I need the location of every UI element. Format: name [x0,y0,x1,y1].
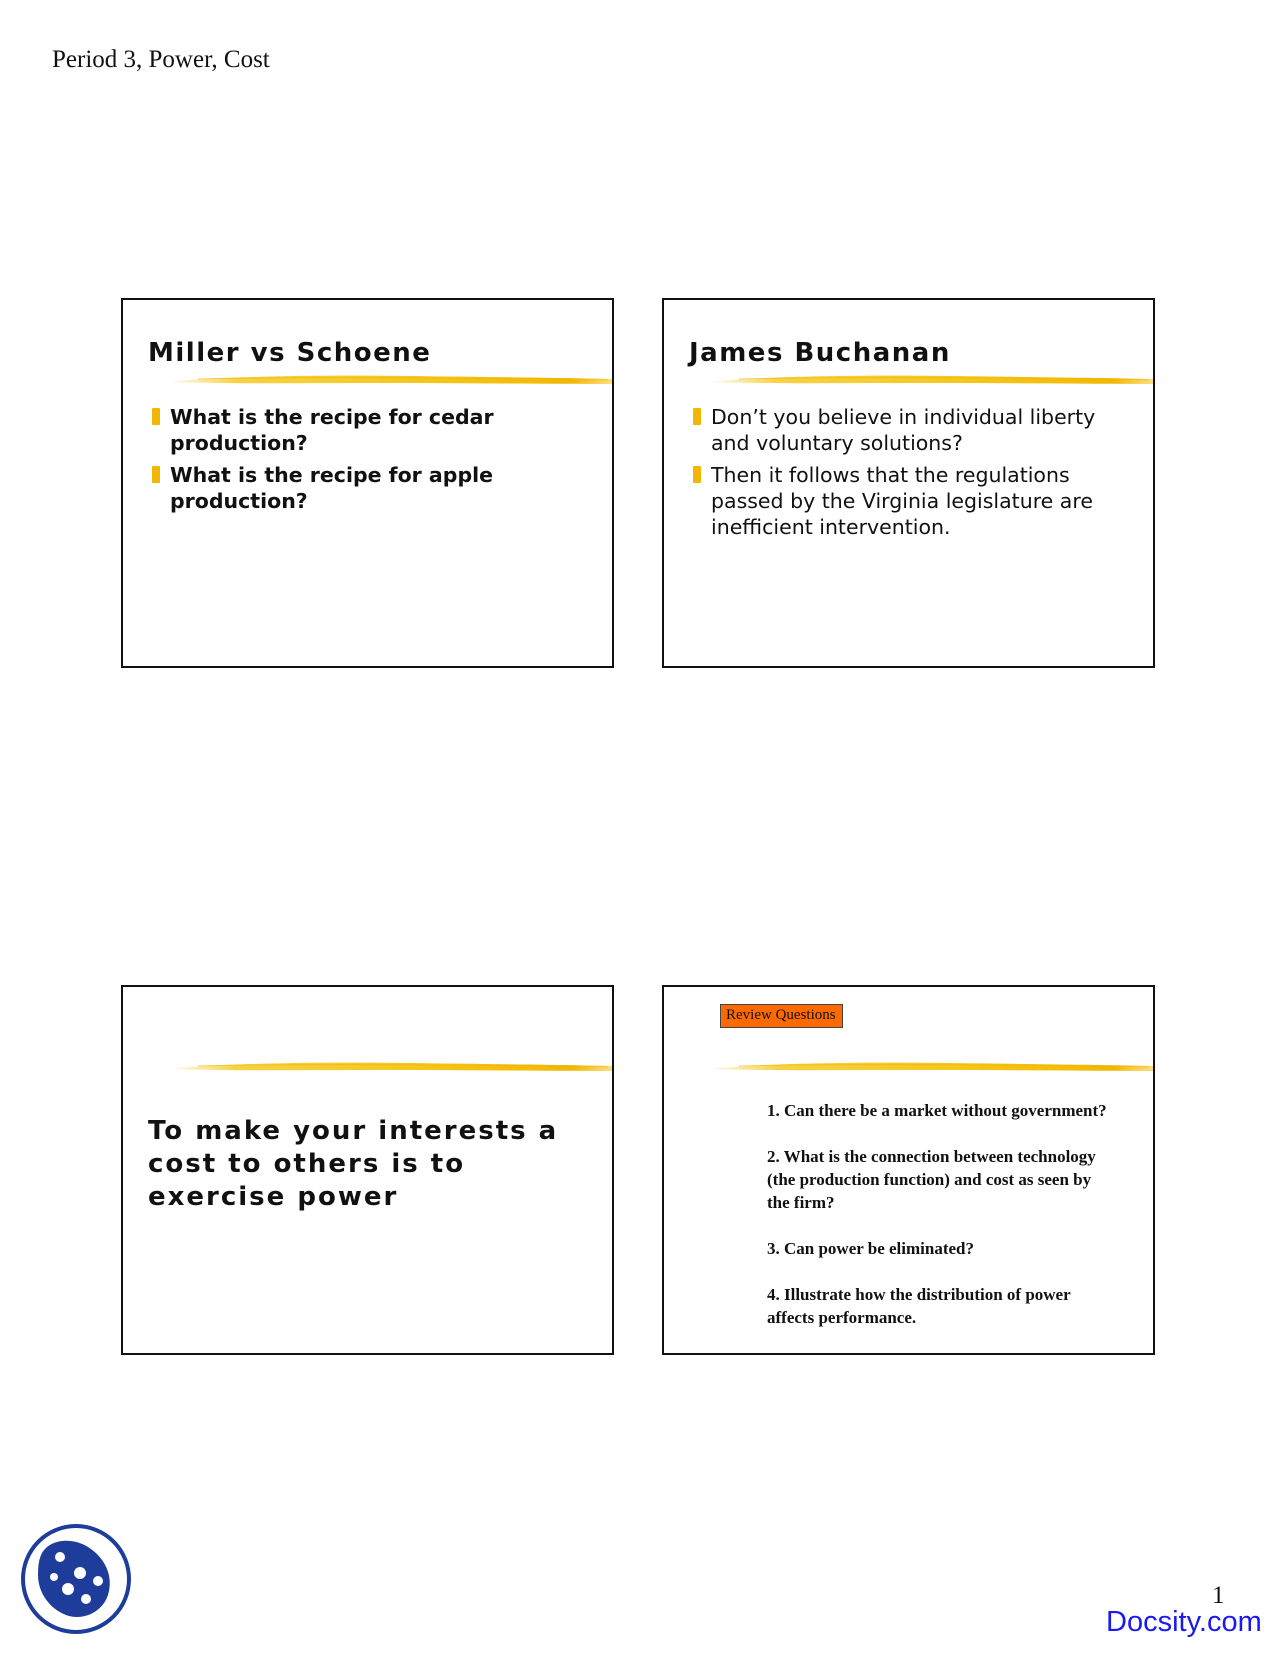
bullet-text: What is the recipe for apple production? [170,463,494,513]
yellow-bar-bullet-icon [152,466,160,483]
list-item [691,404,1131,456]
slide-title: James Buchanan [689,338,951,368]
bullet-text: What is the recipe for cedar production? [170,405,494,455]
yellow-brush-stroke [168,1057,614,1075]
list-item [150,462,590,514]
list-item: 3. Can power be eliminated? [767,1239,974,1258]
slide-power-statement [121,985,614,1355]
list-item [150,404,590,456]
list-item [691,462,1131,540]
slide-miller-vs-schoene [121,298,614,668]
question-list [767,1099,1117,1352]
bullet-text: Then it follows that the regulations passed by the Virginia legislature are inefficient intervention. [711,463,1093,539]
list-item: 4. Illustrate how the distribution of power affects performance. [767,1285,1071,1327]
bullet-list [691,404,1131,546]
slide-review-questions [662,985,1155,1355]
yellow-brush-stroke [168,370,614,388]
docsity-brand-link[interactable]: Docsity.com [1106,1606,1262,1638]
slide-statement: To make your interests a cost to others is to exercise power [148,1116,559,1212]
yellow-bar-bullet-icon [693,408,701,425]
bullet-list [150,404,590,520]
docsity-logo-icon[interactable] [20,1523,132,1635]
slide-james-buchanan [662,298,1155,668]
page-header-title: Period 3, Power, Cost [52,46,270,73]
slide-title: Miller vs Schoene [148,338,432,368]
bullet-text: Don’t you believe in individual liberty and voluntary solutions? [711,405,1096,455]
review-questions-tag: Review Questions [720,1004,843,1028]
yellow-bar-bullet-icon [152,408,160,425]
yellow-brush-stroke [709,1057,1155,1075]
yellow-brush-stroke [709,370,1155,388]
list-item: 1. Can there be a market without government? [767,1101,1107,1120]
yellow-bar-bullet-icon [693,466,701,483]
list-item: 2. What is the connection between technology (the production function) and cost as seen by the firm? [767,1147,1096,1212]
page-number: 1 [1212,1582,1225,1609]
